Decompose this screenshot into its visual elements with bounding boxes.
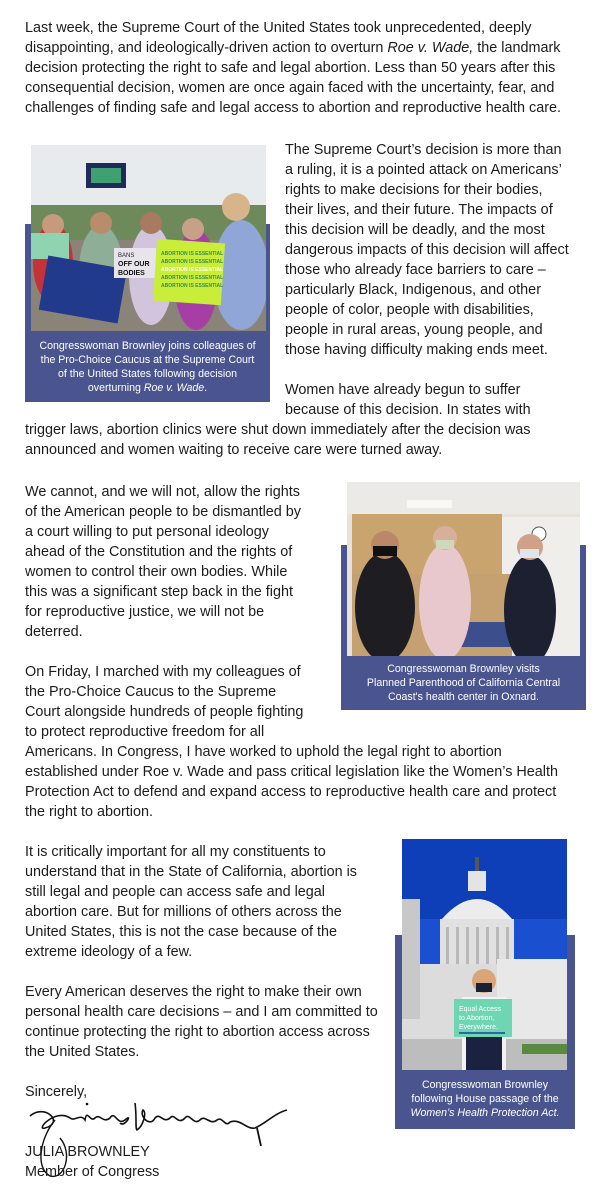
photo-caption-1 — [25, 339, 270, 395]
text-line: those having difficulty making ends meet. — [285, 342, 548, 358]
paragraph-3b — [25, 420, 531, 460]
text-line: the United States. — [25, 1044, 140, 1060]
salutation-text: Sincerely, — [25, 1084, 88, 1100]
text-line: dangerous impacts of this decision will affect — [285, 242, 569, 258]
clinic-image — [347, 482, 580, 656]
sign-text: OFF OUR — [118, 261, 150, 268]
sign-text: ABORTION IS ESSENTIAL — [161, 275, 224, 281]
text-line: a court willing to put personal ideology — [25, 524, 269, 540]
clinic-photo — [347, 482, 580, 656]
sign-text: BODIES — [118, 270, 145, 277]
text-line: The Supreme Court’s decision is more than — [285, 142, 562, 158]
text-line: ahead of the Constitution and the rights of — [25, 544, 293, 560]
text-segment: the landmark — [473, 40, 561, 56]
text-line: those who already face barriers to care – — [285, 262, 546, 278]
intro-paragraph — [25, 18, 561, 118]
text-line: for reproductive justice, we will not be — [25, 604, 265, 620]
capitol-photo — [402, 839, 567, 1070]
sign-text: ABORTION IS ESSENTIAL — [161, 283, 224, 289]
text-line: the Pro-Choice Caucus to the Supreme — [25, 684, 277, 700]
signature-block — [25, 1142, 159, 1182]
paragraph-6 — [25, 842, 357, 962]
text-line: Women have already begun to suffer — [285, 382, 521, 398]
text-line: a ruling, it is a pointed attack on Americans’ — [285, 162, 562, 178]
caption-segment: . — [204, 382, 208, 394]
caption-line: following House passage of the — [411, 1093, 559, 1105]
text-line: abortion care. But for millions of others across the — [25, 904, 342, 920]
text-line: because of this decision. In states with — [285, 402, 531, 418]
case-name: Roe v. Wade, — [387, 40, 474, 56]
text-line: challenges of finding safe and legal access to abortion and reproductive health care. — [25, 100, 562, 116]
paragraph-4 — [25, 482, 301, 642]
text-line: the right to abortion. — [25, 804, 153, 820]
paragraph-2 — [285, 140, 569, 360]
sign-text: ABORTION IS ESSENTIAL — [161, 267, 224, 273]
text-segment: disappointing, and ideologically-driven action to overturn — [25, 40, 388, 56]
text-line: still legal and people can access safe and legal — [25, 884, 326, 900]
text-line: their lives, and their future. The impacts of — [285, 202, 553, 218]
text-line: established under Roe v. Wade and pass critical legislation like the Women’s Health — [25, 764, 559, 780]
paragraph-3a — [285, 380, 531, 420]
text-line: this was a significant step back in the fight — [25, 584, 293, 600]
text-line: United States, this is not the case because of the — [25, 924, 337, 940]
text-line — [25, 38, 561, 58]
signer-title: Member of Congress — [25, 1164, 160, 1180]
caption-line: Congresswoman Brownley joins colleagues of — [39, 340, 256, 352]
photo-caption-3 — [395, 1078, 575, 1120]
caption-line: of the United States following decision — [57, 368, 238, 380]
text-line: personal health care decisions – and I am committed to — [25, 1004, 378, 1020]
sign-text: BANS — [118, 253, 135, 259]
text-line: women to control their own bodies. While — [25, 564, 288, 580]
text-line: consequential decision, women are once again faced with the uncertainty, fear, and — [25, 80, 555, 96]
sign-text: ABORTION IS ESSENTIAL — [161, 259, 224, 265]
text-line: extreme ideology of a few. — [25, 944, 193, 960]
paragraph-7 — [25, 982, 378, 1062]
text-line: rights to make decisions for their bodies, — [285, 182, 543, 198]
text-line: We cannot, and we will not, allow the rights — [25, 484, 300, 500]
text-line: people of color, people with disabilities, — [285, 302, 534, 318]
caption-line: Coast's health center in Oxnard. — [387, 691, 539, 703]
text-line: trigger laws, abortion clinics were shut down immediately after the decision was — [25, 422, 531, 438]
text-line: people in rural areas, young people, and — [285, 322, 543, 338]
text-line: understand that in the State of California, abortion is — [25, 864, 357, 880]
text-line: deterred. — [25, 624, 83, 640]
case-name: Roe v. Wade — [143, 382, 205, 394]
text-line: particularly Black, Indigenous, and other — [285, 282, 541, 298]
sign-text: Equal Access — [459, 1006, 502, 1013]
caption-line: Congresswoman Brownley visits — [387, 663, 540, 675]
text-line: of the American people to be dismantled by — [25, 504, 301, 520]
text-line: decision protecting the right to safe and legal abortion. Less than 50 years after this — [25, 60, 556, 76]
text-line: this decision will be deadly, and the most — [285, 222, 545, 238]
text-line: On Friday, I marched with my colleagues of — [25, 664, 301, 680]
text-line: to protect reproductive freedom for all — [25, 724, 265, 740]
protest-image — [31, 145, 266, 331]
text-line: continue protecting the right to abortion access across — [25, 1024, 370, 1040]
text-line: Court alongside hundreds of people fighting — [25, 704, 304, 720]
text-line: Last week, the Supreme Court of the United States took unprecedented, deeply — [25, 20, 532, 36]
text-line: Americans. In Congress, I have worked to uphold the legal right to abortion — [25, 744, 502, 760]
caption-line: Planned Parenthood of California Central — [366, 677, 561, 689]
sign-text: Everywhere. — [459, 1024, 498, 1031]
caption-line — [25, 381, 270, 395]
sign-text: ABORTION IS ESSENTIAL — [161, 251, 224, 257]
caption-line: Congresswoman Brownley — [421, 1079, 548, 1091]
caption-line: Women’s Health Protection Act. — [410, 1107, 560, 1119]
capitol-image — [402, 839, 567, 1070]
text-line: Protection Act to defend and expand access to reproductive health care and protect — [25, 784, 557, 800]
sign-text: to Abortion, — [459, 1015, 495, 1022]
caption-segment: overturning — [87, 382, 144, 394]
signer-name: JULIA BROWNLEY — [25, 1144, 150, 1160]
text-line: Every American deserves the right to make their own — [25, 984, 362, 1000]
protest-photo — [31, 145, 266, 331]
text-line: It is critically important for all my constituents to — [25, 844, 326, 860]
text-line: announced and women waiting to receive care were turned away. — [25, 442, 443, 458]
caption-line: the Pro-Choice Caucus at the Supreme Court — [40, 354, 255, 366]
paragraph-5a — [25, 662, 558, 822]
